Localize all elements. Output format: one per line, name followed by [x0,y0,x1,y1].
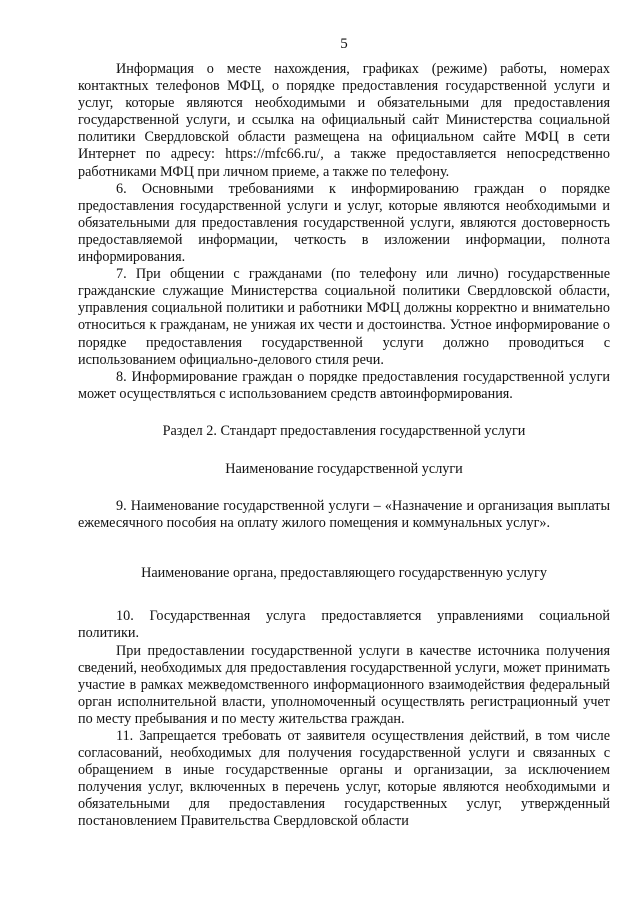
paragraph-9: 9. Наименование государственной услуги – «Назначение и организация выплаты ежемесячного пособия на оплату жилого помещения и коммунальных услуг». [78,498,610,532]
paragraph-8: 8. Информирование граждан о порядке предоставления государственной услуги может осуществляться с использованием средств автоинформирования. [78,368,610,402]
section-title: Раздел 2. Стандарт предоставления государственной услуги [162,422,526,439]
paragraph-10: 10. Государственная услуга предоставляется управлениями социальной политики. [78,608,610,642]
paragraph-mfc-info: Информация о месте нахождения, графиках (режиме) работы, номерах контактных телефонов МФЦ, о порядке предоставления государственной услуги и услуг, которые являются необходимыми и обязательными для предоставления государственной услуги, и ссылка на официальный сайт Министерства социальной политики Свердловской области размещена на официальном сайте МФЦ в сети Интернет по адресу: https://mfc66.ru/, а также предоставляется непосредственно работниками МФЦ при личном приеме, а также по телефону. [78,61,610,180]
page-number: 5 [340,36,348,52]
paragraph-7: 7. При общении с гражданами (по телефону или лично) государственные гражданские служащие Министерства социальной политики Свердловской области, управления социальной политики и работники МФЦ должны корректно и внимательно относиться к гражданам, не унижая их чести и достоинства. Устное информирование о порядке предоставления государственной услуги должно проводиться с использованием официально-делового стиля речи. [78,266,610,368]
paragraph-11: 11. Запрещается требовать от заявителя осуществления действий, в том числе согласований, необходимых для получения государственной услуги и связанных с обращением в иные государственные органы и организации, за исключением получения услуг, включенных в перечень услуг, которые являются необходимыми и обязательными для предоставления государственных услуг, утвержденный постановлением Правительства Свердловской области [78,728,610,830]
paragraph-6: 6. Основными требованиями к информированию граждан о порядке предоставления государственной услуги и услуг, которые являются необходимыми и обязательными для предоставления государственной услуги, являются достоверность предоставляемой информации, четкость в изложении информации, полнота информирования. [78,180,610,266]
paragraph-interagency: При предоставлении государственной услуги в качестве источника получения сведений, необходимых для предоставления государственной услуги, может принимать участие в рамках межведомственного информационного взаимодействия федеральный орган исполнительной власти, уполномоченный осуществлять регистрационный учет по месту пребывания и по месту жительства граждан. [78,642,610,727]
subheading-service-name: Наименование государственной услуги [225,460,463,477]
subheading-providing-authority: Наименование органа, предоставляющего государственную услугу [141,565,547,582]
